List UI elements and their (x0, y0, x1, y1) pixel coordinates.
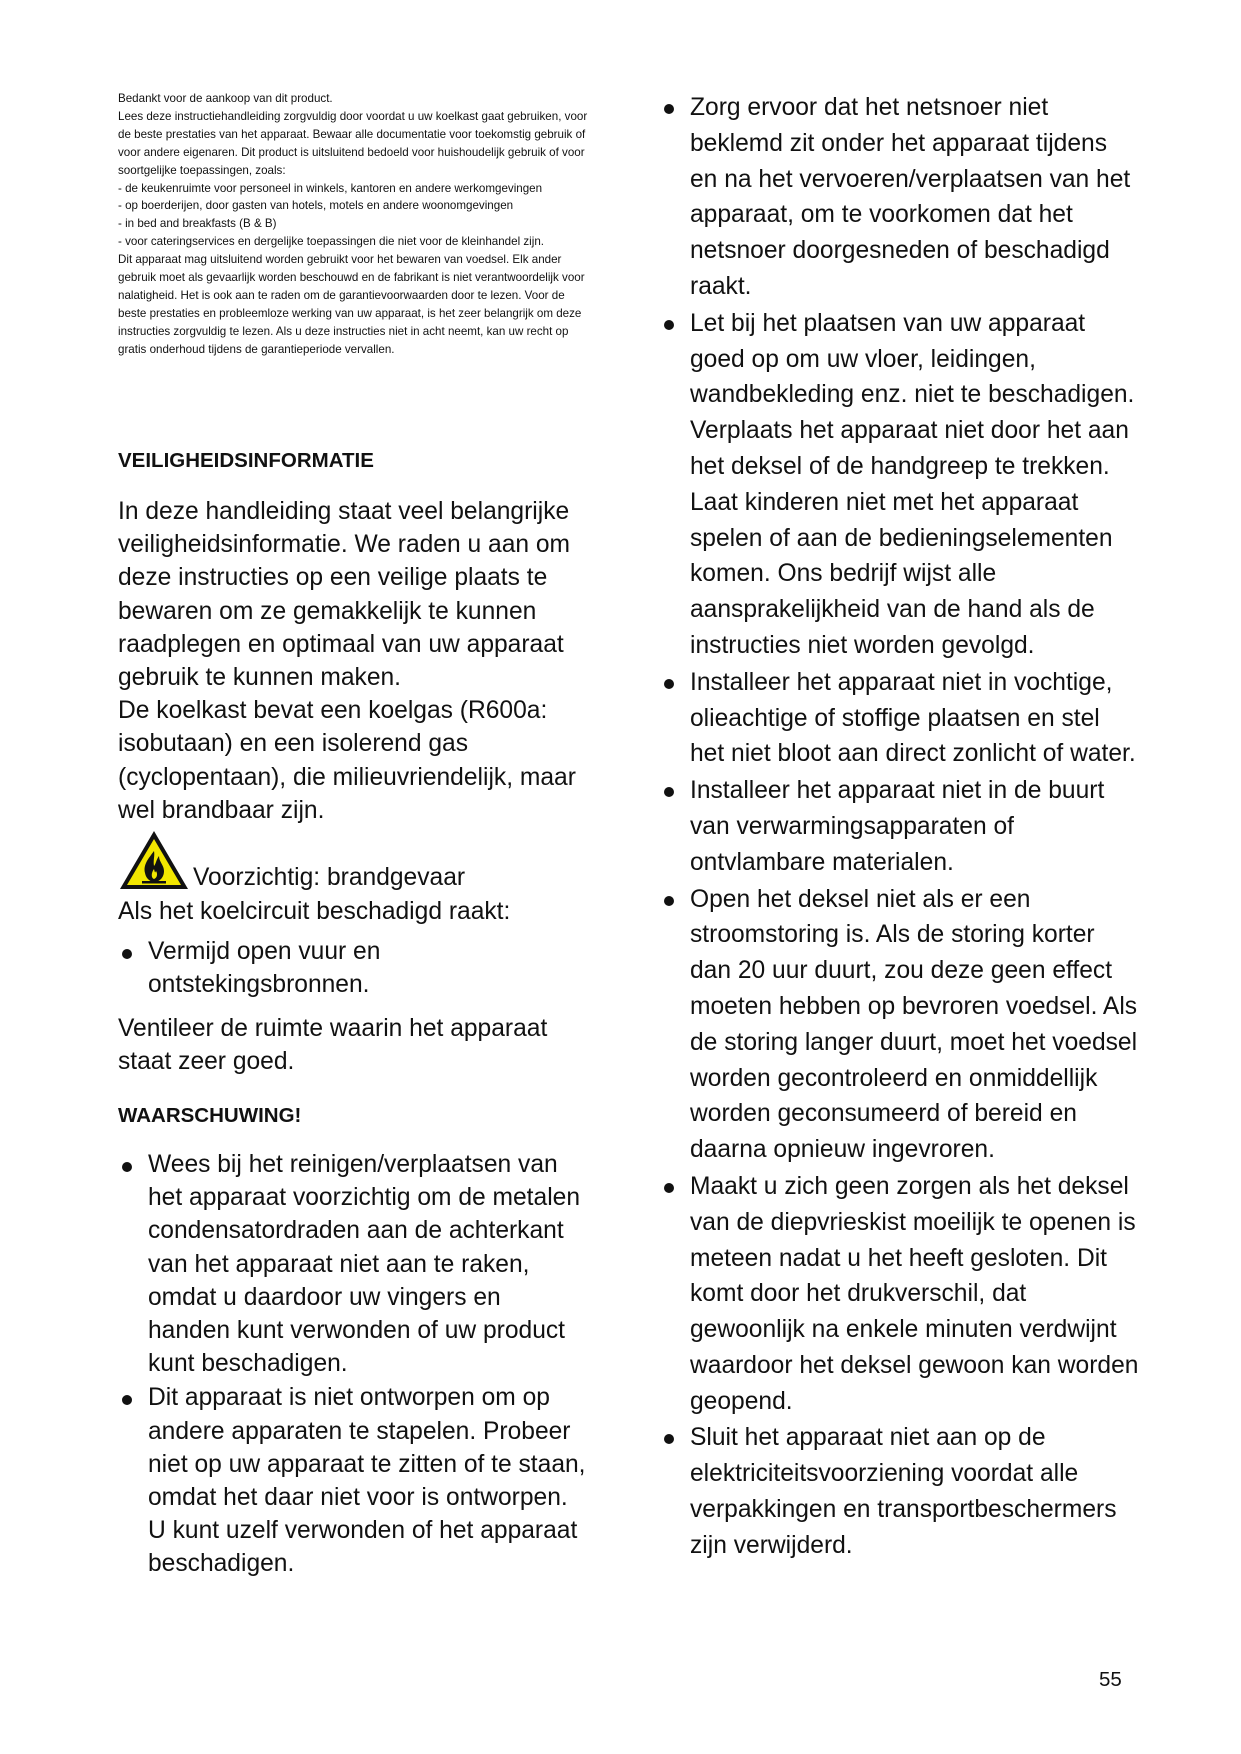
ventilate-text: Ventileer de ruimte waarin het apparaat staat zeer goed. (118, 1015, 548, 1076)
bullet (122, 1162, 132, 1172)
list-item-text: Zorg ervoor dat het netsnoer niet beklemd zit onder het apparaat tijdens en na het vervoeren/verplaatsen van het apparaat, om te voorkomen dat het netsnoer doorgesneden of beschadigd raakt. (690, 94, 1131, 300)
list-item-text: Installeer het apparaat niet in vochtige, olieachtige of stoffige plaatsen en stel het niet bloot aan direct zonlicht of water. (690, 668, 1136, 768)
intro-text (118, 90, 588, 359)
list-item (660, 1420, 1140, 1563)
bullet (664, 679, 674, 689)
list-item (118, 1381, 588, 1580)
bullet (664, 320, 674, 330)
flammable-warning-icon (118, 829, 190, 891)
list-item-text: Wees bij het reinigen/verplaatsen van het apparaat voorzichtig om de metalen condensatordraden aan de achterkant van het apparaat niet aan te raken, omdat u daardoor uw vingers en handen kunt verwonden of uw product kunt beschadigen. (148, 1151, 581, 1378)
list-item-text: Dit apparaat is niet ontworpen om op andere apparaten te stapelen. Probeer niet op uw apparaat te zitten of te staan, omdat het daar niet voor is ontworpen. U kunt uzelf verwonden of het apparaat beschadigen. (148, 1384, 586, 1578)
list-item (660, 1169, 1140, 1420)
page-number: 55 (1099, 1668, 1122, 1691)
list-item-text: Open het deksel niet als er een stroomstoring is. Als de storing korter dan 20 uur duurt, zou deze geen effect moeten hebben op bevroren voedsel. Als de storing langer duurt, moet het voedsel worden gecontroleerd en onmiddellijk worden geconsumeerd of bereid en daarna opnieuw ingevroren. (690, 885, 1138, 1164)
bullet (664, 787, 674, 797)
intro-line: Dit apparaat mag uitsluitend worden gebruikt voor het bewaren van voedsel. Elk ander gebruik moet als gevaarlijk worden beschouwd en de fabrikant is niet verantwoordelijk voor nalatigheid. Het is ook aan te raden om de garantievoorwaarden door te lezen. Voor de beste prestaties en probleemloze werking van uw apparaat, is het zeer belangrijk om deze instructies zorgvuldig te lezen. Als u deze instructies niet in acht neemt, kan uw recht op gratis onderhoud tijdens de garantieperiode vervallen. (118, 253, 585, 356)
intro-line: Bedankt voor de aankoop van dit product. (118, 92, 333, 105)
bullet (122, 1395, 132, 1405)
precautions-list (660, 90, 1140, 1564)
gas-paragraph: De koelkast bevat een koelgas (R600a: isobutaan) en een isolerend gas (cyclopentaan), die milieuvriendelijk, maar wel brandbaar zijn. (118, 697, 576, 824)
list-item-text: Installeer het apparaat niet in de buurt van verwarmingsapparaten of ontvlambare materialen. (690, 777, 1105, 876)
bullet (122, 949, 132, 959)
list-item-text: Let bij het plaatsen van uw apparaat goed op om uw vloer, leidingen, wandbekleding enz. niet te beschadigen. Verplaats het apparaat niet door het aan het deksel of de handgreep te trekken. Laat kinderen niet met het apparaat spelen of aan de bedieningselementen komen. Ons bedrijf wijst alle aansprakelijkheid van de hand als de instructies niet worden gevolgd. (690, 309, 1135, 659)
list-item (660, 773, 1140, 880)
fire-caution (118, 829, 588, 895)
intro-line: - voor cateringservices en dergelijke toepassingen die niet voor de kleinhandel zijn. (118, 235, 544, 249)
safety-text (118, 495, 588, 827)
intro-line: Lees deze instructiehandleiding zorgvuldig door voordat u uw koelkast gaat gebruiken, voor de beste prestaties van het apparaat. Bewaar alle documentatie voor toekomstig gebruik of voor andere eigenaren. Dit product is uitsluitend bedoeld voor huishoudelijk gebruik of voor soortgelijke toepassingen, zoals: (118, 109, 588, 177)
warning-heading: WAARSCHUWING! (118, 1104, 302, 1127)
list-item (660, 90, 1140, 305)
bullet (664, 1183, 674, 1193)
bullet (664, 896, 674, 906)
safety-heading: VEILIGHEIDSINFORMATIE (118, 449, 374, 472)
intro-line: - de keukenruimte voor personeel in winkels, kantoren en andere werkomgevingen (118, 181, 543, 195)
list-item (118, 935, 588, 1001)
bullet (664, 104, 674, 114)
safety-paragraph: In deze handleiding staat veel belangrijke veiligheidsinformatie. We raden u aan om deze instructies op een veilige plaats te bewaren om ze gemakkelijk te kunnen raadplegen en optimaal van uw apparaat gebruik te kunnen maken. (118, 498, 571, 692)
list-item (660, 882, 1140, 1168)
list-item-text: Maakt u zich geen zorgen als het deksel van de diepvrieskist moeilijk te openen is meteen nadat u het heeft gesloten. Dit komt door het drukverschil, dat gewoonlijk na enkele minuten verdwijnt waardoor het deksel gewoon kan worden geopend. (690, 1172, 1139, 1415)
list-item (660, 306, 1140, 664)
intro-line: - in bed and breakfasts (B & B) (118, 217, 277, 231)
caution-label: Voorzichtig: brandgevaar (193, 864, 466, 891)
list-item (660, 665, 1140, 772)
warning-list (118, 1148, 588, 1581)
fire-list (118, 935, 588, 1001)
list-item-text: Sluit het apparaat niet aan op de elektriciteitsvoorziening voordat alle verpakkingen en transportbeschermers zijn verwijderd. (690, 1424, 1117, 1559)
bullet (664, 1434, 674, 1444)
list-item (118, 1148, 588, 1380)
circuit-text: Als het koelcircuit beschadigd raakt: (118, 898, 511, 925)
list-item-text: Vermijd open vuur en ontstekingsbronnen. (148, 938, 381, 999)
intro-line: - op boerderijen, door gasten van hotels, motels en andere woonomgevingen (118, 199, 514, 213)
